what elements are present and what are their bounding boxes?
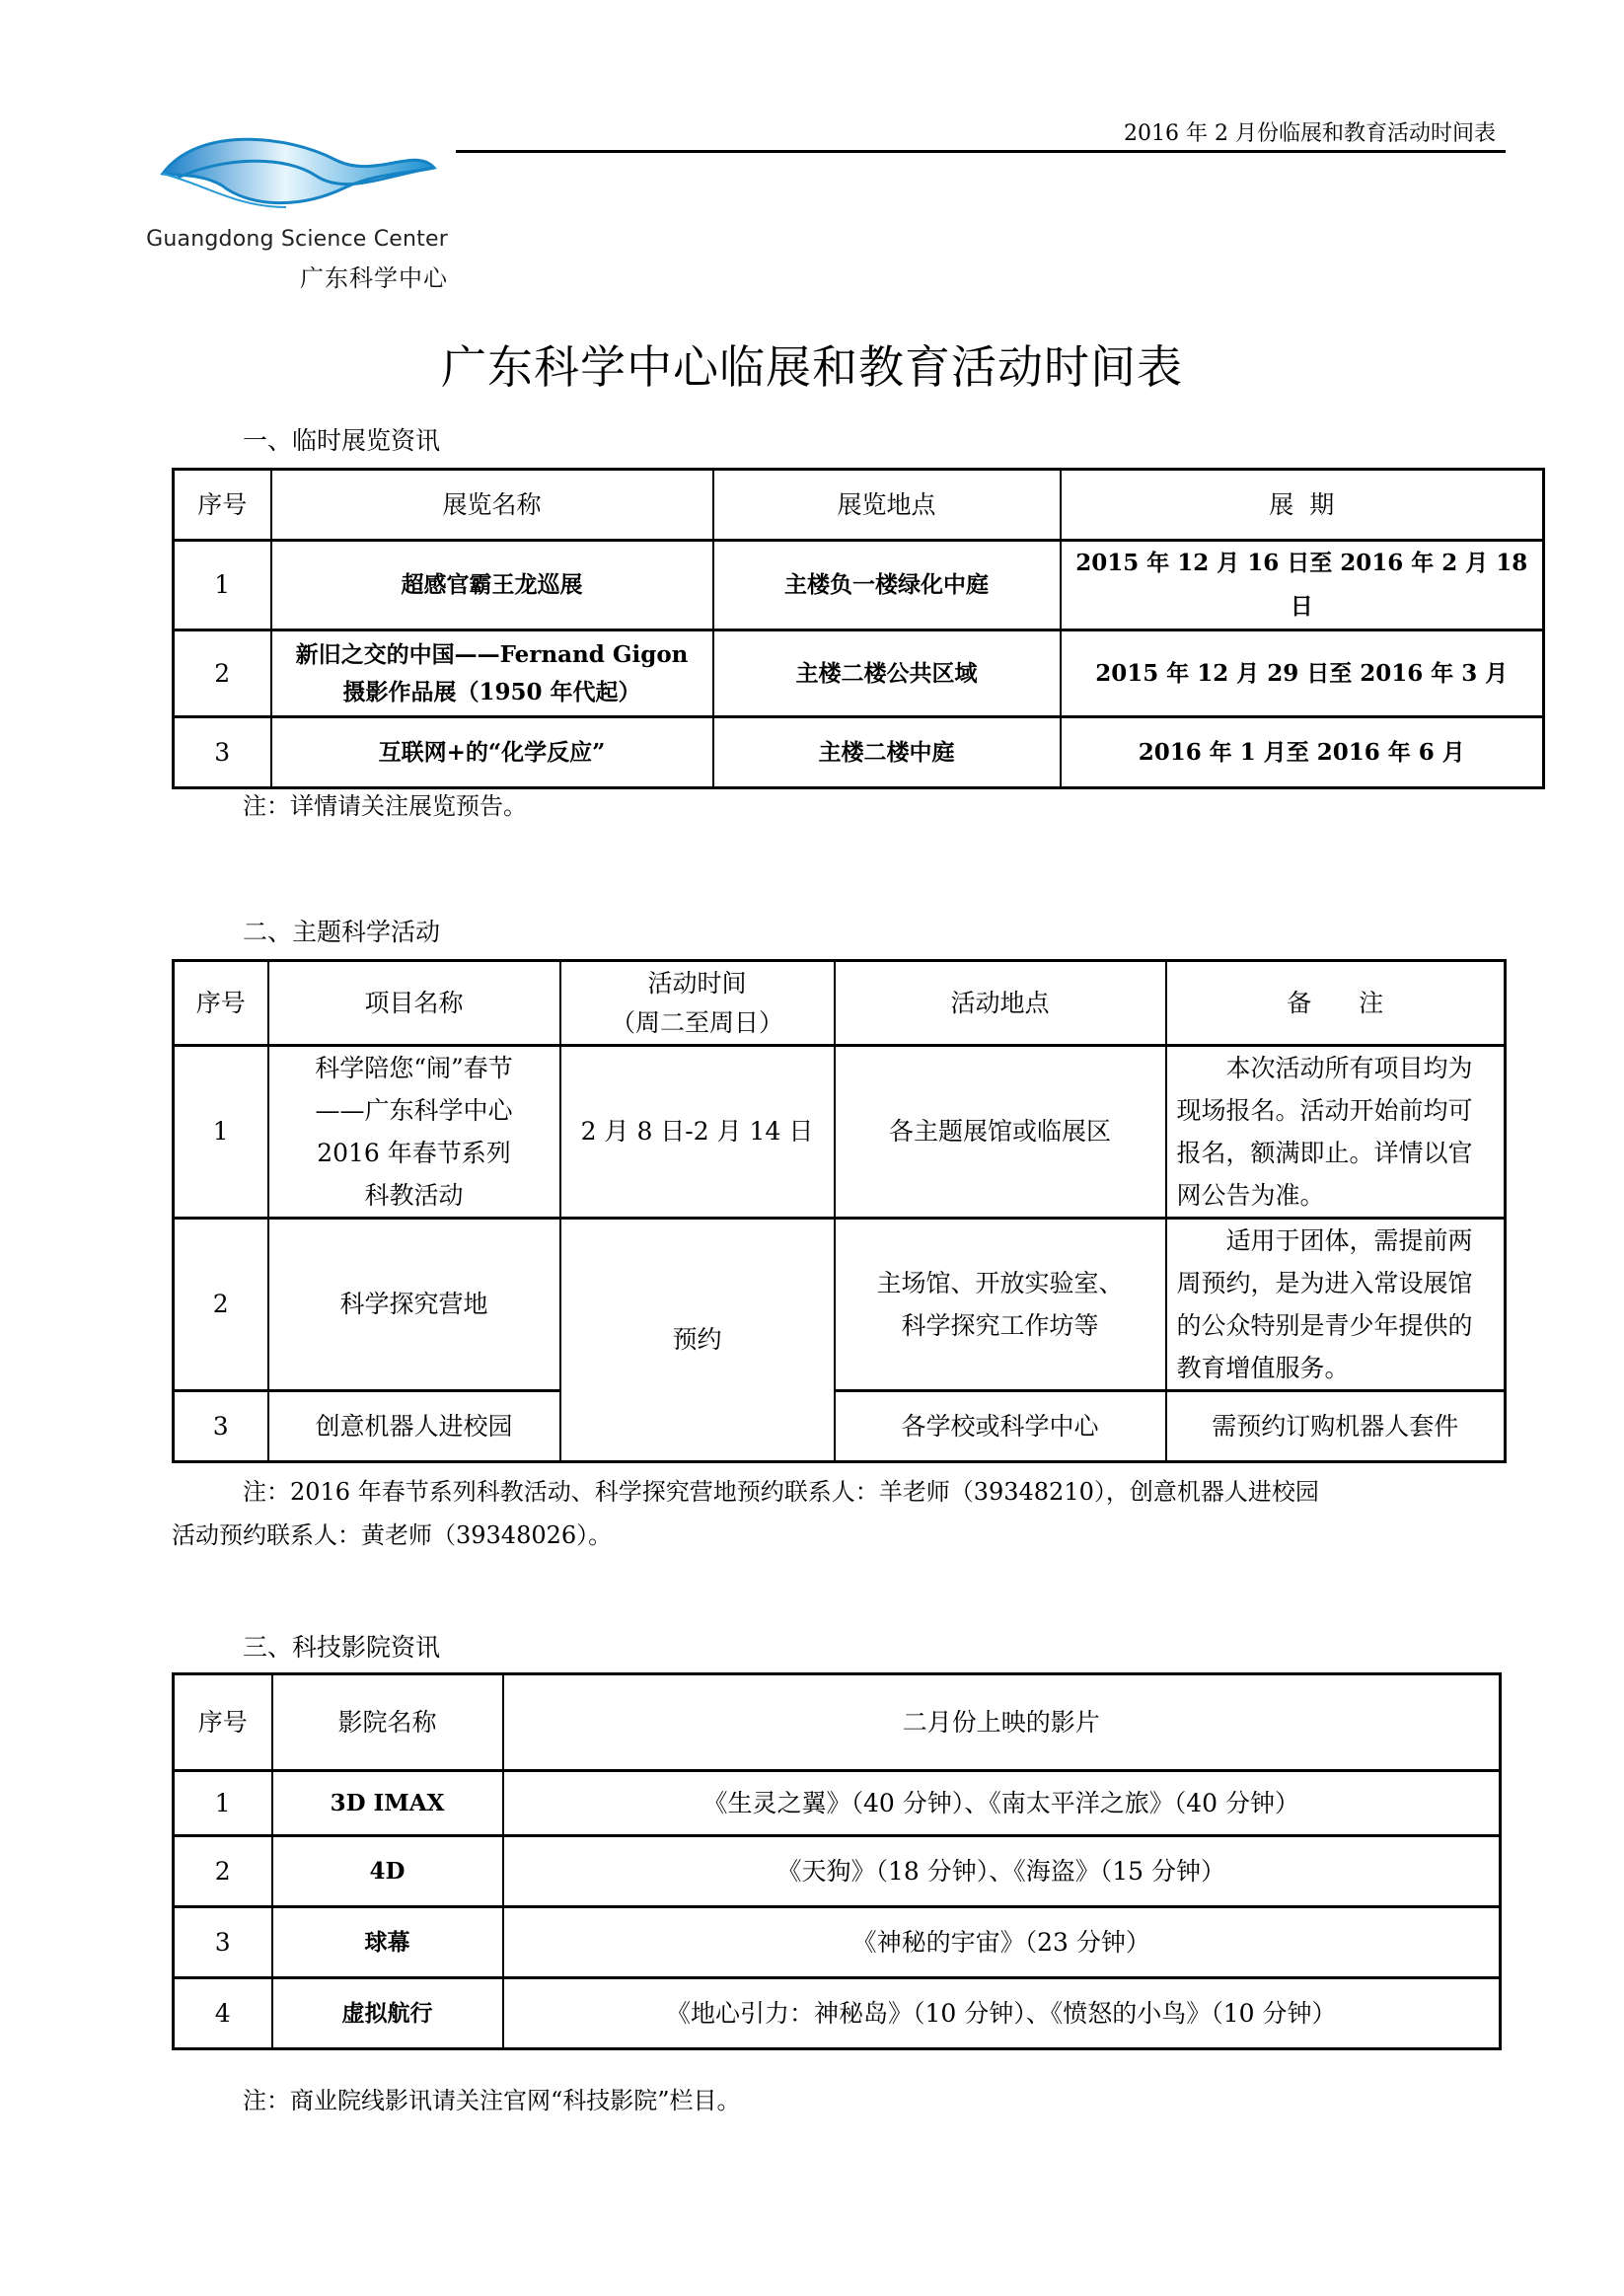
activity-location-line: 科学探究工作坊等 <box>901 1311 1099 1340</box>
logo-text-chinese: 广东科学中心 <box>300 264 448 292</box>
table-row <box>174 1771 1501 1836</box>
document-title: 广东科学中心临展和教育活动时间表 <box>441 340 1183 394</box>
cinema-note: 注：商业院线影讯请关注官网“科技影院”栏目。 <box>243 2087 741 2114</box>
table-row <box>174 541 1544 630</box>
column-header-line: （周二至周日） <box>610 1007 783 1037</box>
activity-time: 2 月 8 日-2 月 14 日 <box>560 1046 835 1219</box>
cinema-name: 虚拟航行 <box>272 1978 503 2049</box>
exhibition-location: 主楼负一楼绿化中庭 <box>713 541 1061 630</box>
activity-name-line: 科教活动 <box>364 1181 464 1210</box>
column-header: 展览地点 <box>713 470 1061 541</box>
table-header-row <box>174 961 1506 1046</box>
exhibition-name-line: 新旧之交的中国——Fernand Gigon <box>295 640 689 668</box>
row-number: 1 <box>174 541 271 630</box>
exhibition-location: 主楼二楼中庭 <box>713 717 1061 788</box>
section-heading-science-activities: 二、主题科学活动 <box>243 918 441 946</box>
activity-remark: 适用于团体，需提前两周预约，是为进入常设展馆的公众特别是青少年提供的教育增值服务。 <box>1166 1219 1506 1391</box>
column-header: 序号 <box>174 1674 272 1771</box>
exhibition-name: 互联网+的“化学反应” <box>271 717 713 788</box>
cinema-name: 球幕 <box>272 1907 503 1978</box>
column-header: 展 期 <box>1061 470 1544 541</box>
activity-location-line: 主场馆、开放实验室、 <box>876 1269 1124 1297</box>
activity-name-line: ——广东科学中心 <box>315 1096 513 1125</box>
row-number: 3 <box>174 1391 268 1462</box>
table-row <box>174 1836 1501 1907</box>
row-number: 1 <box>174 1771 272 1836</box>
column-header: 展览名称 <box>271 470 713 541</box>
activity-location: 各学校或科学中心 <box>835 1391 1166 1462</box>
row-number: 3 <box>174 1907 272 1978</box>
table-row <box>174 1907 1501 1978</box>
cinema-table <box>172 1672 1502 2050</box>
exhibition-period: 2016 年 1 月至 2016 年 6 月 <box>1061 717 1544 788</box>
running-header-title: 2016 年 2 月份临展和教育活动时间表 <box>1124 121 1496 146</box>
row-number: 1 <box>174 1046 268 1219</box>
cinema-films: 《地心引力：神秘岛》（10 分钟）、《愤怒的小鸟》（10 分钟） <box>503 1978 1501 2049</box>
activity-name <box>268 1046 560 1219</box>
activity-remark: 本次活动所有项目均为现场报名。活动开始前均可报名，额满即止。详情以官网公告为准。 <box>1166 1046 1506 1219</box>
column-header: 活动地点 <box>835 961 1166 1046</box>
activity-location <box>835 1219 1166 1391</box>
table-row <box>174 1046 1506 1219</box>
activity-location: 各主题展馆或临展区 <box>835 1046 1166 1219</box>
section-heading-exhibitions: 一、临时展览资讯 <box>243 426 441 455</box>
science-activities-note-line2: 活动预约联系人：黄老师（39348026）。 <box>172 1521 613 1549</box>
exhibition-period: 2015 年 12 月 29 日至 2016 年 3 月 <box>1061 630 1544 717</box>
activity-name-line: 2016 年春节系列 <box>317 1139 511 1167</box>
logo-text-english: Guangdong Science Center <box>146 227 448 252</box>
section-heading-cinema: 三、科技影院资讯 <box>243 1633 441 1662</box>
exhibition-name-line: 摄影作品展（1950 年代起） <box>342 678 641 705</box>
table-row <box>174 630 1544 717</box>
column-header: 影院名称 <box>272 1674 503 1771</box>
science-activities-table <box>172 959 1507 1463</box>
row-number: 2 <box>174 1836 272 1907</box>
activity-name: 科学探究营地 <box>268 1219 560 1391</box>
science-activities-note-line1: 注：2016 年春节系列科教活动、科学探究营地预约联系人：羊老师（39348210），创意机器人进校园 <box>243 1478 1319 1506</box>
activity-time: 预约 <box>560 1219 835 1462</box>
column-header <box>560 961 835 1046</box>
exhibitions-note: 注：详情请关注展览预告。 <box>243 792 527 820</box>
exhibition-name: 超感官霸王龙巡展 <box>271 541 713 630</box>
activity-name: 创意机器人进校园 <box>268 1391 560 1462</box>
exhibitions-table <box>172 468 1545 789</box>
column-header: 序号 <box>174 470 271 541</box>
column-header: 二月份上映的影片 <box>503 1674 1501 1771</box>
column-header: 项目名称 <box>268 961 560 1046</box>
cinema-films: 《神秘的宇宙》（23 分钟） <box>503 1907 1501 1978</box>
row-number: 3 <box>174 717 271 788</box>
cinema-name: 3D IMAX <box>272 1771 503 1836</box>
activity-remark: 需预约订购机器人套件 <box>1166 1391 1506 1462</box>
table-row <box>174 1219 1506 1391</box>
cinema-name: 4D <box>272 1836 503 1907</box>
activity-name-line: 科学陪您“闹”春节 <box>315 1054 513 1082</box>
header-divider <box>456 150 1506 153</box>
row-number: 2 <box>174 630 271 717</box>
table-row <box>174 717 1544 788</box>
exhibition-name <box>271 630 713 717</box>
table-header-row <box>174 470 1544 541</box>
row-number: 2 <box>174 1219 268 1391</box>
cinema-films: 《天狗》（18 分钟）、《海盗》（15 分钟） <box>503 1836 1501 1907</box>
guangdong-science-center-logo <box>138 116 464 225</box>
wave-ribbon-icon <box>138 116 464 225</box>
table-header-row <box>174 1674 1501 1771</box>
column-header: 序号 <box>174 961 268 1046</box>
exhibition-period: 2015 年 12 月 16 日至 2016 年 2 月 18 日 <box>1061 541 1544 630</box>
column-header-line: 活动时间 <box>647 968 747 998</box>
table-row <box>174 1978 1501 2049</box>
column-header: 备 注 <box>1166 961 1506 1046</box>
cinema-films: 《生灵之翼》（40 分钟）、《南太平洋之旅》（40 分钟） <box>503 1771 1501 1836</box>
row-number: 4 <box>174 1978 272 2049</box>
table-row <box>174 1391 1506 1462</box>
exhibition-location: 主楼二楼公共区域 <box>713 630 1061 717</box>
